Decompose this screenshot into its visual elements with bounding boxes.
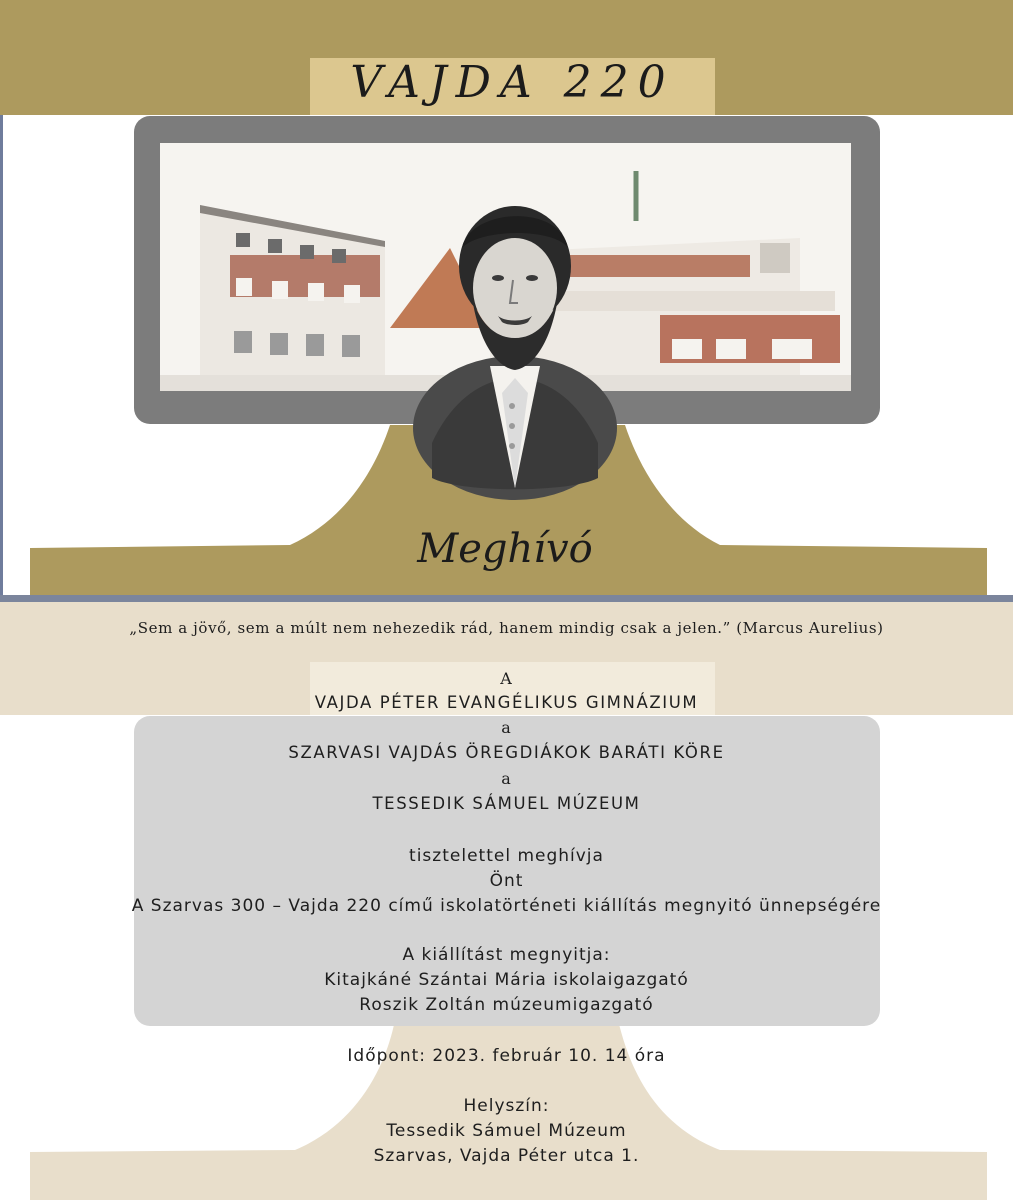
quote-text: „Sem a jövő, sem a múlt nem nehezedik rád, hanem mindig csak a jelen.” (Marcus Aurelius) (129, 619, 884, 637)
hosts-conjunction-2: a (501, 769, 512, 788)
speaker-2: Roszik Zoltán múzeumigazgató (359, 995, 654, 1015)
speaker-1: Kitajkáné Szántai Mária iskolaigazgató (324, 970, 689, 990)
hosts-article: A (500, 669, 513, 688)
host-oregdiakok: SZARVASI VAJDÁS ÖREGDIÁKOK BARÁTI KÖRE (288, 743, 725, 762)
page-title: VAJDA 220 (350, 57, 675, 108)
vajda-peter-portrait (410, 188, 620, 500)
venue-address: Szarvas, Vajda Péter utca 1. (373, 1146, 640, 1166)
host-gimnazium: VAJDA PÉTER EVANGÉLIKUS GIMNÁZIUM (314, 693, 699, 712)
greeting-text: tisztelettel meghívja (409, 846, 604, 866)
hosts-conjunction-1: a (501, 718, 512, 737)
venue-heading: Helyszín: (463, 1096, 550, 1116)
invitation-heading: Meghívó (417, 526, 593, 572)
event-time: Időpont: 2023. február 10. 14 óra (347, 1046, 666, 1066)
addressee-text: Önt (489, 871, 524, 891)
event-text: A Szarvas 300 – Vajda 220 című iskolatörténeti kiállítás megnyitó ünnepségére (131, 896, 882, 916)
host-muzeum: TESSEDIK SÁMUEL MÚZEUM (372, 794, 641, 813)
opening-heading: A kiállítást megnyitja: (402, 945, 611, 965)
venue-name: Tessedik Sámuel Múzeum (386, 1121, 627, 1141)
section-divider (0, 595, 1013, 602)
